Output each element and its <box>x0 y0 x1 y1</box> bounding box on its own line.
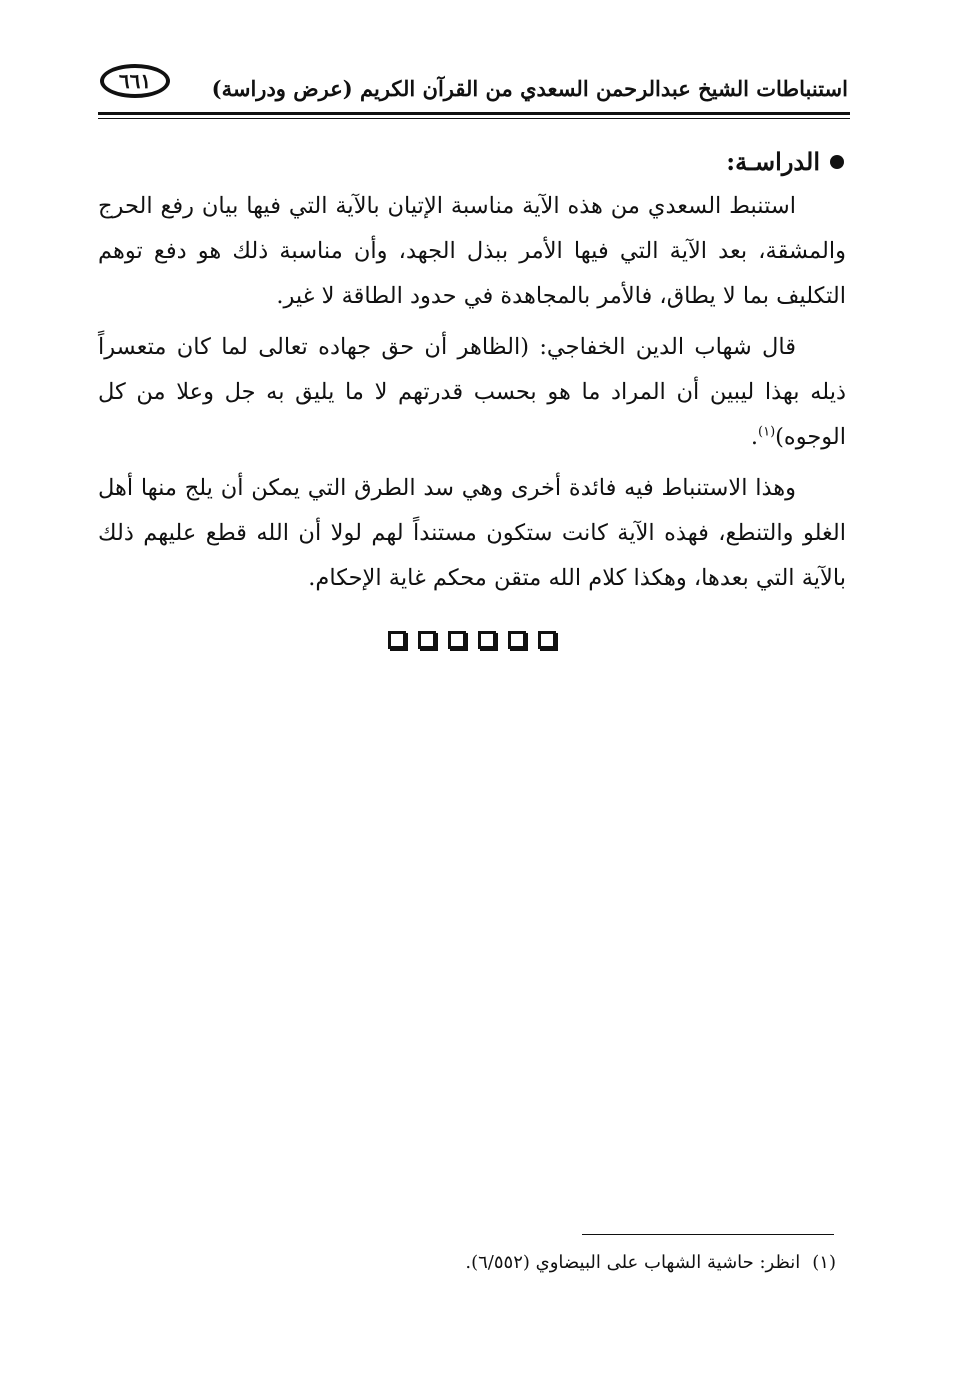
paragraph-2-text: قال شهاب الدين الخفاجي: (الظاهر أن حق جهاده تعالى لما كان متعسراً ذيله بهذا ليبين أن المراد ما هو بحسب قدرتهم لا ما يليق به جل وعلا من كل الوجوه) <box>98 334 846 450</box>
footnote-separator <box>582 1234 834 1235</box>
header-title: استنباطات الشيخ عبدالرحمن السعدي من القرآن الكريم (عرض ودراسة) <box>211 76 848 101</box>
main-text <box>98 140 846 649</box>
header-rule-thin <box>98 118 850 119</box>
paragraph-1: استنبط السعدي من هذه الآية مناسبة الإتيان بالآية التي فيها بيان رفع الحرج والمشقة، بعد الآية التي فيها الأمر ببذل الجهد، وأن مناسبة ذلك هو دفع توهم التكليف بما لا يطاق، فالأمر بالمجاهدة في حدود الطاقة لا غير. <box>98 193 846 309</box>
section-end-ornament <box>98 631 846 649</box>
paragraph-2-end: . <box>750 424 759 450</box>
square-ornament-icon <box>388 631 406 649</box>
paragraph-3: وهذا الاستنباط فيه فائدة أخرى وهي سد الطرق التي يمكن أن يلج منها أهل الغلو والتنطع، فهذه الآية كانت ستكون مستنداً لهم لولا أن الله قطع عليهم ذلك بالآية التي بعدها، وهكذا كلام الله متقن محكم غاية الإحكام. <box>98 475 846 591</box>
page-number: ٦٦١ <box>100 64 170 98</box>
footnote-number: (١) <box>812 1252 836 1273</box>
square-ornament-icon <box>508 631 526 649</box>
footnote-reference: (١) <box>758 424 776 440</box>
section-heading <box>98 140 846 184</box>
footnote-text: انظر: حاشية الشهاب على البيضاوي (٦/٥٥٢). <box>465 1252 801 1273</box>
footnote <box>465 1248 836 1278</box>
square-ornament-icon <box>478 631 496 649</box>
square-ornament-icon <box>448 631 466 649</box>
header-rule <box>98 112 850 115</box>
section-heading-text: الدراسـة: <box>726 147 820 176</box>
square-ornament-icon <box>418 631 436 649</box>
paragraph-2 <box>98 325 846 460</box>
square-ornament-icon <box>538 631 556 649</box>
bullet-icon <box>830 155 844 169</box>
running-header <box>98 58 850 112</box>
